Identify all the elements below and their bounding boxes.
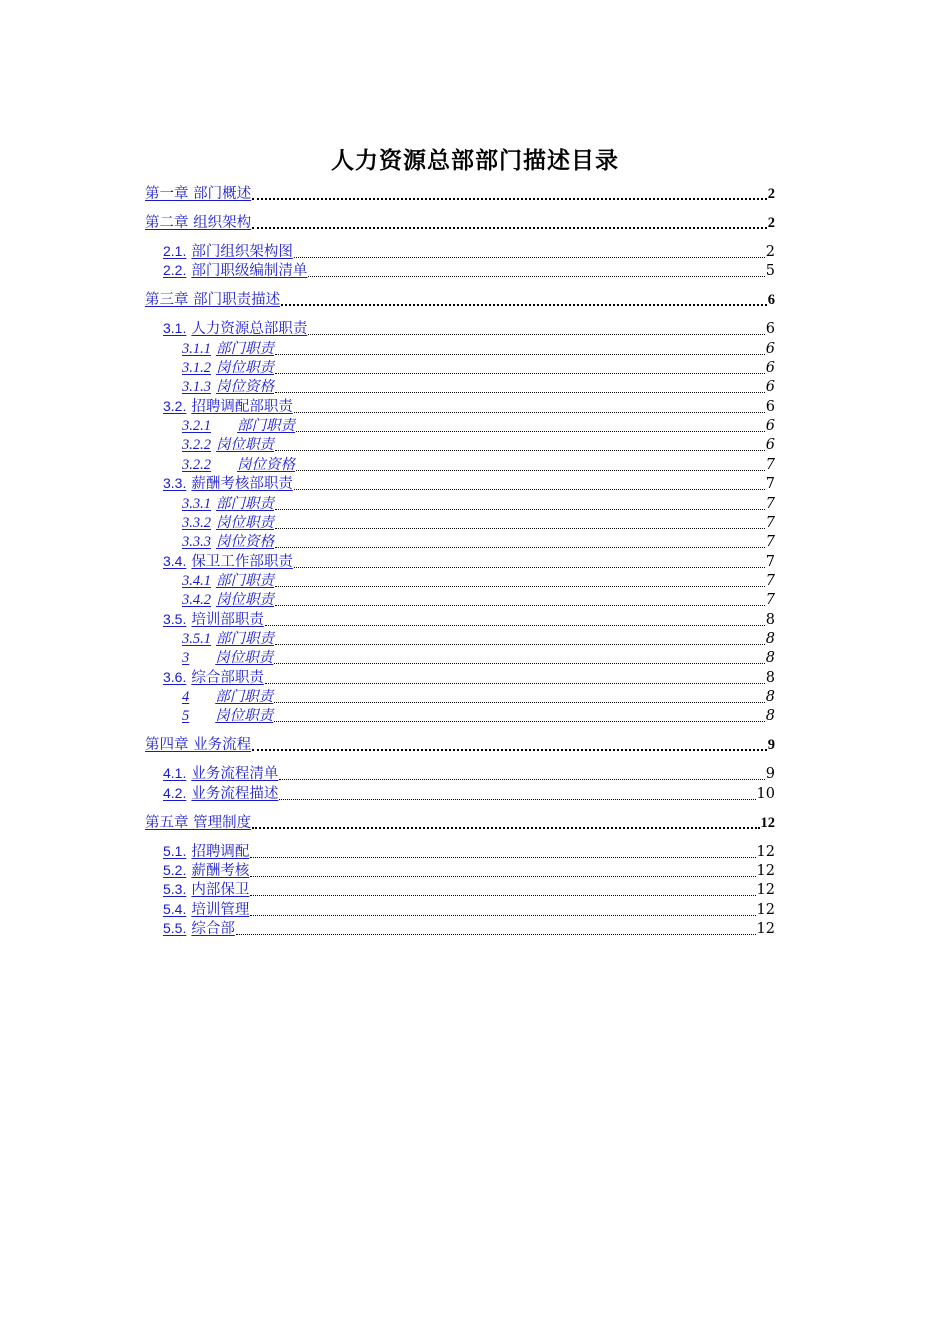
toc-entry-title: 第四章 业务流程 [145,737,252,753]
toc-entry-link[interactable] [182,437,274,454]
toc-page-number: 8 [765,631,775,647]
toc-entry-number: 3.5. [163,611,187,627]
toc-page-number: 12 [756,844,775,860]
toc-entry-link[interactable] [182,708,273,725]
toc-page-number: 12 [756,902,775,918]
toc-entry-title: 部门职责 [215,689,274,705]
toc-entry[interactable] [163,261,775,280]
toc-entry-link[interactable] [182,515,274,532]
toc-entry-number: 3.1. [163,320,187,336]
toc-dot-leader [275,634,765,645]
toc-entry-title: 综合部职责 [191,670,264,686]
toc-entry[interactable] [163,242,775,261]
toc-dot-leader [265,673,765,684]
toc-entry[interactable] [145,290,775,309]
toc-page-number: 7 [765,476,775,492]
toc-entry-title: 人力资源总部职责 [191,321,308,337]
toc-entry-title: 培训管理 [191,902,250,918]
toc-dot-leader [250,905,755,916]
toc-page-number: 8 [765,650,775,666]
toc-dot-leader [252,739,767,751]
toc-dot-leader [252,217,767,229]
toc-entry-number: 5.3. [163,881,187,897]
toc-entry[interactable] [163,610,775,629]
toc-entry-title: 保卫工作部职责 [191,554,293,570]
toc-entry-title: 岗位职责 [215,650,274,666]
toc-entry-title: 招聘调配部职责 [191,399,293,415]
toc-dot-leader [294,402,765,413]
toc-entry-title: 业务流程描述 [191,786,279,802]
toc-page-number: 5 [765,263,775,279]
toc-entry-number: 4.1. [163,765,187,781]
toc-entry[interactable] [182,494,775,513]
toc-page-number: 6 [765,418,775,434]
toc-dot-leader [279,789,755,800]
toc-entry[interactable] [182,706,775,725]
toc-entry-number: 3.3. [163,475,187,491]
toc-entry[interactable] [145,813,775,832]
toc-entry-title: 部门职责 [216,573,274,589]
toc-entry-link[interactable] [182,379,274,396]
toc-dot-leader [250,866,755,877]
toc-entry-link[interactable] [163,262,307,280]
toc-entry[interactable] [163,668,775,687]
toc-entry-number: 3.2. [163,398,187,414]
toc-page-number: 12 [756,882,775,898]
toc-entry-title: 第五章 管理制度 [145,815,252,831]
toc-dot-leader [294,247,765,258]
toc-entry[interactable] [182,455,775,474]
toc-page-number: 6 [765,341,775,357]
toc-page-number: 7 [765,457,775,473]
toc-dot-leader [275,440,765,451]
toc-entry-link[interactable] [163,785,278,803]
toc-entry-number: 3.5.1 [182,631,211,647]
toc-dot-leader [281,294,767,306]
toc-page-number: 9 [767,737,775,753]
toc-entry-title: 岗位职责 [216,515,274,531]
toc-entry-link[interactable] [145,815,251,832]
toc-entry-number: 4 [182,689,190,705]
toc-page-number: 10 [756,786,775,802]
toc-entry-number: 3.4.2 [182,592,211,608]
toc-entry-title: 岗位职责 [216,360,274,376]
toc-entry[interactable] [182,416,775,435]
toc-entry-link[interactable] [182,689,273,706]
toc-page-number: 6 [765,321,775,337]
toc-entry-title: 薪酬考核 [191,863,250,879]
toc-page-number: 12 [756,863,775,879]
toc-entry-link[interactable] [145,186,251,203]
toc-entry-link[interactable] [163,881,249,899]
toc-page-number: 7 [765,515,775,531]
toc-dot-leader [274,692,765,703]
toc-entry-link[interactable] [182,496,274,513]
toc-entry[interactable] [182,513,775,532]
toc-entry-link[interactable] [163,398,293,416]
toc-entry-number: 5.2. [163,862,187,878]
toc-entry[interactable] [182,687,775,706]
toc-entry-title: 部门组织架构图 [191,244,293,260]
toc-page-number: 6 [765,379,775,395]
toc-entry-number: 3 [182,650,190,666]
toc-entry-number: 5 [182,708,190,724]
toc-entry-number: 4.2. [163,785,187,801]
toc-entry-number: 3.2.1 [182,418,211,434]
toc-page-number: 6 [765,360,775,376]
toc-dot-leader [275,363,765,374]
toc-dot-leader [274,653,765,664]
toc-entry-title: 薪酬考核部职责 [191,476,293,492]
toc-entry-link[interactable] [163,475,293,493]
page-title: 人力资源总部部门描述目录 [331,148,619,174]
toc-entry[interactable] [182,377,775,396]
toc-entry-link[interactable] [163,320,307,338]
toc-entry-link[interactable] [163,843,249,861]
toc-entry-title: 岗位资格 [216,379,274,395]
toc-page-number: 6 [765,399,775,415]
toc-entry-title: 业务流程清单 [191,766,279,782]
toc-entry-link[interactable] [182,592,274,609]
toc-entry[interactable] [182,435,775,454]
toc-entry-link[interactable] [163,862,249,880]
toc-entry[interactable] [182,590,775,609]
toc-dot-leader [265,615,765,626]
toc-entry[interactable] [163,861,775,880]
toc-entry[interactable] [182,358,775,377]
toc-page-number: 2 [767,186,775,202]
toc-dot-leader [250,885,755,896]
toc-entry[interactable] [182,339,775,358]
toc-entry-number: 5.1. [163,843,187,859]
toc-entry[interactable] [145,735,775,754]
toc-entry[interactable] [182,648,775,667]
toc-entry[interactable] [163,474,775,493]
toc-entry-title: 内部保卫 [191,882,250,898]
toc-dot-leader [296,421,765,432]
toc-page-number: 6 [767,292,775,308]
toc-entry-number: 3.4. [163,553,187,569]
toc-entry[interactable] [163,900,775,919]
toc-entry-link[interactable] [182,573,274,590]
toc-entry-number: 3.1.3 [182,379,211,395]
toc-page-number: 7 [765,554,775,570]
toc-entry-link[interactable] [182,360,274,377]
toc-entry-link[interactable] [182,650,273,667]
toc-entry[interactable] [182,532,775,551]
toc-entry-link[interactable] [182,534,274,551]
toc-entry-link[interactable] [182,631,274,648]
toc-entry-title: 岗位职责 [216,437,274,453]
toc-entry-number: 3.3.2 [182,515,211,531]
toc-page-number: 7 [765,592,775,608]
toc-entry-title: 岗位资格 [237,457,295,473]
toc-entry-number: 5.4. [163,901,187,917]
toc-entry-link[interactable] [145,292,280,309]
toc-entry-link[interactable] [182,418,295,435]
toc-dot-leader [275,344,765,355]
toc-entry-title: 部门职责 [237,418,295,434]
toc-entry-link[interactable] [163,243,293,261]
toc-entry[interactable] [163,552,775,571]
toc-entry[interactable] [145,184,775,203]
toc-entry-number: 2.2. [163,262,187,278]
toc-entry-link[interactable] [182,457,295,474]
toc-entry[interactable] [182,571,775,590]
toc-entry-number: 2.1. [163,243,187,259]
toc-page-number: 8 [765,612,775,628]
toc-dot-leader [275,595,765,606]
toc-dot-leader [252,188,767,200]
toc-dot-leader [275,382,765,393]
toc-entry[interactable] [163,842,775,861]
toc-entry-link[interactable] [163,611,264,629]
toc-dot-leader [274,711,765,722]
toc-entry-number: 3.4.1 [182,573,211,589]
toc-page-number: 7 [765,573,775,589]
toc-page-number: 6 [765,437,775,453]
toc-entry[interactable] [163,784,775,803]
toc-dot-leader [279,769,764,780]
toc-entry[interactable] [163,764,775,783]
toc-entry-number: 3.3.3 [182,534,211,550]
toc-entry-title: 招聘调配 [191,844,250,860]
toc-dot-leader [275,518,765,529]
toc-dot-leader [294,479,765,490]
toc-entry-title: 部门职责 [216,631,274,647]
toc-entry-link[interactable] [145,737,251,754]
toc-entry-number: 3.2.2 [182,457,211,473]
toc-entry-link[interactable] [182,341,274,358]
toc-entry-title: 岗位资格 [216,534,274,550]
toc-page-number: 8 [765,689,775,705]
toc-page-number: 12 [760,815,775,831]
toc-dot-leader [308,324,764,335]
toc-entry-title: 第二章 组织架构 [145,215,252,231]
toc-dot-leader [275,499,765,510]
toc-dot-leader [250,847,755,858]
toc-entry[interactable] [163,880,775,899]
toc-page-number: 2 [765,244,775,260]
toc-entry[interactable] [163,397,775,416]
toc-page-number: 12 [756,921,775,937]
toc-dot-leader [294,557,765,568]
toc-entry[interactable] [145,213,775,232]
toc-entry-title: 部门职责 [216,496,274,512]
toc-entry-title: 第一章 部门概述 [145,186,252,202]
toc-entry[interactable] [182,629,775,648]
toc-entry[interactable] [163,319,775,338]
toc-entry-title: 部门职级编制清单 [191,263,308,279]
toc-entry-link[interactable] [163,901,249,919]
toc-entry-link[interactable] [163,553,293,571]
toc-page-number: 2 [767,215,775,231]
toc-entry[interactable] [163,919,775,938]
toc-entry-number: 3.1.2 [182,360,211,376]
toc-page-number: 9 [765,766,775,782]
toc-entry-link[interactable] [145,215,251,232]
toc-page-number: 7 [765,496,775,512]
toc-entry-title: 综合部 [191,921,235,937]
toc-entry-title: 培训部职责 [191,612,264,628]
toc-entry-number: 3.3.1 [182,496,211,512]
toc-page-number: 7 [765,534,775,550]
toc-entry-title: 第三章 部门职责描述 [145,292,281,308]
toc-dot-leader [236,924,756,935]
toc-entry-number: 3.1.1 [182,341,211,357]
toc-page-number: 8 [765,708,775,724]
toc-entry-link[interactable] [163,765,278,783]
toc-dot-leader [308,266,764,277]
toc-entry-link[interactable] [163,920,235,938]
toc-entry-number: 3.2.2 [182,437,211,453]
toc-entry-number: 3.6. [163,669,187,685]
toc-dot-leader [252,817,759,829]
toc-dot-leader [275,537,765,548]
toc-entry-title: 部门职责 [216,341,274,357]
toc-entry-link[interactable] [163,669,264,687]
toc-dot-leader [275,576,765,587]
toc-dot-leader [296,460,765,471]
toc-entry-title: 岗位职责 [215,708,274,724]
toc-entry-title: 岗位职责 [216,592,274,608]
toc-page-number: 8 [765,670,775,686]
toc-entry-number: 5.5. [163,920,187,936]
